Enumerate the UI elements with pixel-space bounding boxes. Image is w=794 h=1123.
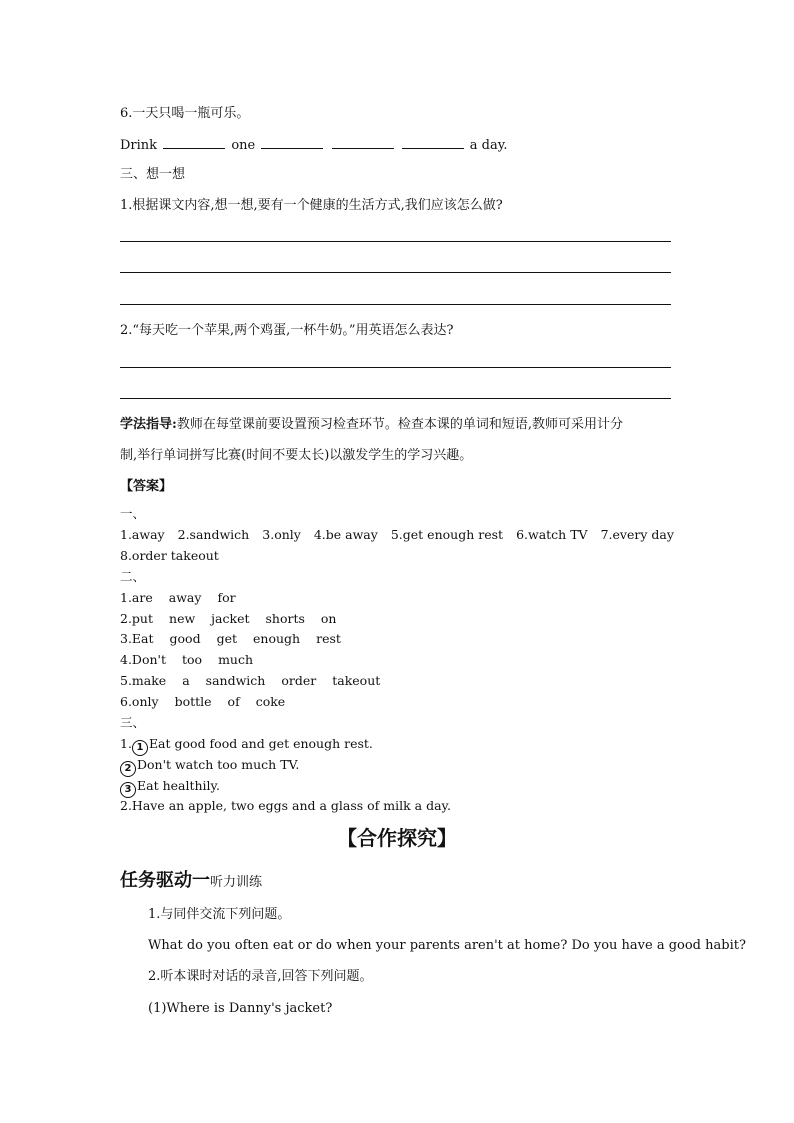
answer-word: enough [253, 631, 301, 646]
answer-line[interactable] [120, 398, 671, 399]
answer-word: too [181, 652, 203, 667]
answer-word: takeout [332, 673, 381, 688]
answer-item: 6.watch TV [516, 527, 588, 542]
answer-word: much [218, 652, 254, 667]
answer-text: Don't watch too much TV. [137, 757, 300, 772]
cooperate-section-title: 【合作探究】 [337, 826, 457, 850]
task-step-1-question: What do you often eat or do when your parents aren't at home? Do you have a good habit? [148, 938, 746, 953]
answer-text: Eat good food and get enough rest. [148, 736, 373, 751]
answers-part-2-row [120, 590, 236, 606]
answer-word: 5.make [120, 673, 167, 688]
answer-word: shorts [265, 611, 305, 626]
task-heading [120, 866, 262, 892]
answers-part-1-heading: 一、 [120, 506, 146, 521]
study-guide-line-2: 制,举行单词拼写比赛(时间不要太长)以激发学生的学习兴趣。 [120, 448, 473, 463]
answer-word: on [320, 611, 337, 626]
answer-word: 3.Eat [120, 631, 154, 646]
answers-part-3-item-1 [120, 736, 373, 756]
answer-item: 3.only [262, 527, 301, 542]
answers-part-2-row [120, 631, 341, 647]
answers-part-2-heading: 二、 [120, 569, 146, 584]
answer-word: 6.only [120, 694, 159, 709]
answers-part-2-row [120, 652, 253, 668]
task-subtitle: 听力训练 [210, 875, 263, 890]
circled-number-1: 1 [132, 740, 148, 756]
task-title: 任务驱动一 [120, 870, 210, 891]
answer-item: 1.away [120, 527, 165, 542]
answers-part-3-item-2 [120, 757, 299, 777]
answer-item: 4.be away [313, 527, 378, 542]
answer-blank[interactable] [402, 137, 464, 149]
circled-number-2: 2 [120, 761, 136, 777]
answer-word: get [216, 631, 238, 646]
answer-word: 1.are [120, 590, 153, 605]
answer-item: 2.sandwich [177, 527, 250, 542]
study-guide-label: 学法指导: [120, 417, 177, 432]
question-6-fill-line [120, 137, 508, 154]
study-guide-line-1 [120, 417, 623, 433]
answers-part-2-row [120, 673, 380, 689]
answer-word: good [169, 631, 201, 646]
answer-line[interactable] [120, 272, 671, 273]
answer-word: sandwich [205, 673, 266, 688]
answers-part-2-row [120, 694, 285, 710]
q6-word-one: one [231, 138, 256, 153]
answers-title: 【答案】 [120, 479, 173, 494]
answer-line[interactable] [120, 241, 671, 242]
answer-blank[interactable] [332, 137, 394, 149]
answer-number: 1. [120, 736, 132, 751]
answers-part-3-item-4: 2.Have an apple, two eggs and a glass of milk a day. [120, 798, 451, 813]
answers-part-2-row [120, 611, 336, 627]
answer-word: coke [255, 694, 286, 709]
answer-word: 4.Don't [120, 652, 166, 667]
circled-number-3: 3 [120, 782, 136, 798]
question-6-prompt: 6.一天只喝一瓶可乐。 [120, 106, 250, 121]
answer-item: 7.every day [600, 527, 674, 542]
answers-part-1-row [120, 527, 674, 543]
think-question-1: 1.根据课文内容,想一想,要有一个健康的生活方式,我们应该怎么做? [120, 198, 503, 213]
answer-line[interactable] [120, 367, 671, 368]
answer-word: new [169, 611, 196, 626]
answer-item-8: 8.order takeout [120, 548, 219, 563]
answer-word: a [182, 673, 190, 688]
answer-blank[interactable] [261, 137, 323, 149]
think-question-2: 2.“每天吃一个苹果,两个鸡蛋,一杯牛奶。”用英语怎么表达? [120, 323, 454, 338]
answers-part-3-item-3 [120, 778, 220, 798]
answer-text: Eat healthily. [137, 778, 220, 793]
answer-blank[interactable] [163, 137, 225, 149]
answer-word: bottle [174, 694, 212, 709]
answer-word: of [227, 694, 240, 709]
answer-line[interactable] [120, 304, 671, 305]
task-step-1: 1.与同伴交流下列问题。 [148, 907, 291, 922]
answer-word: for [217, 590, 236, 605]
answer-word: 2.put [120, 611, 154, 626]
q6-word-drink: Drink [120, 138, 158, 153]
task-step-2-question-1: (1)Where is Danny's jacket? [148, 1001, 333, 1016]
section-3-heading: 三、想一想 [120, 167, 186, 182]
answer-word: rest [316, 631, 341, 646]
study-guide-text-1: 教师在每堂课前要设置预习检查环节。检查本课的单词和短语,教师可采用计分 [176, 417, 623, 432]
answer-word: order [281, 673, 317, 688]
q6-word-a-day: a day. [469, 138, 508, 153]
answer-word: away [168, 590, 202, 605]
task-step-2: 2.听本课时对话的录音,回答下列问题。 [148, 969, 373, 984]
answer-item: 5.get enough rest [390, 527, 504, 542]
answers-part-3-heading: 三、 [120, 715, 146, 730]
answer-word: jacket [211, 611, 250, 626]
